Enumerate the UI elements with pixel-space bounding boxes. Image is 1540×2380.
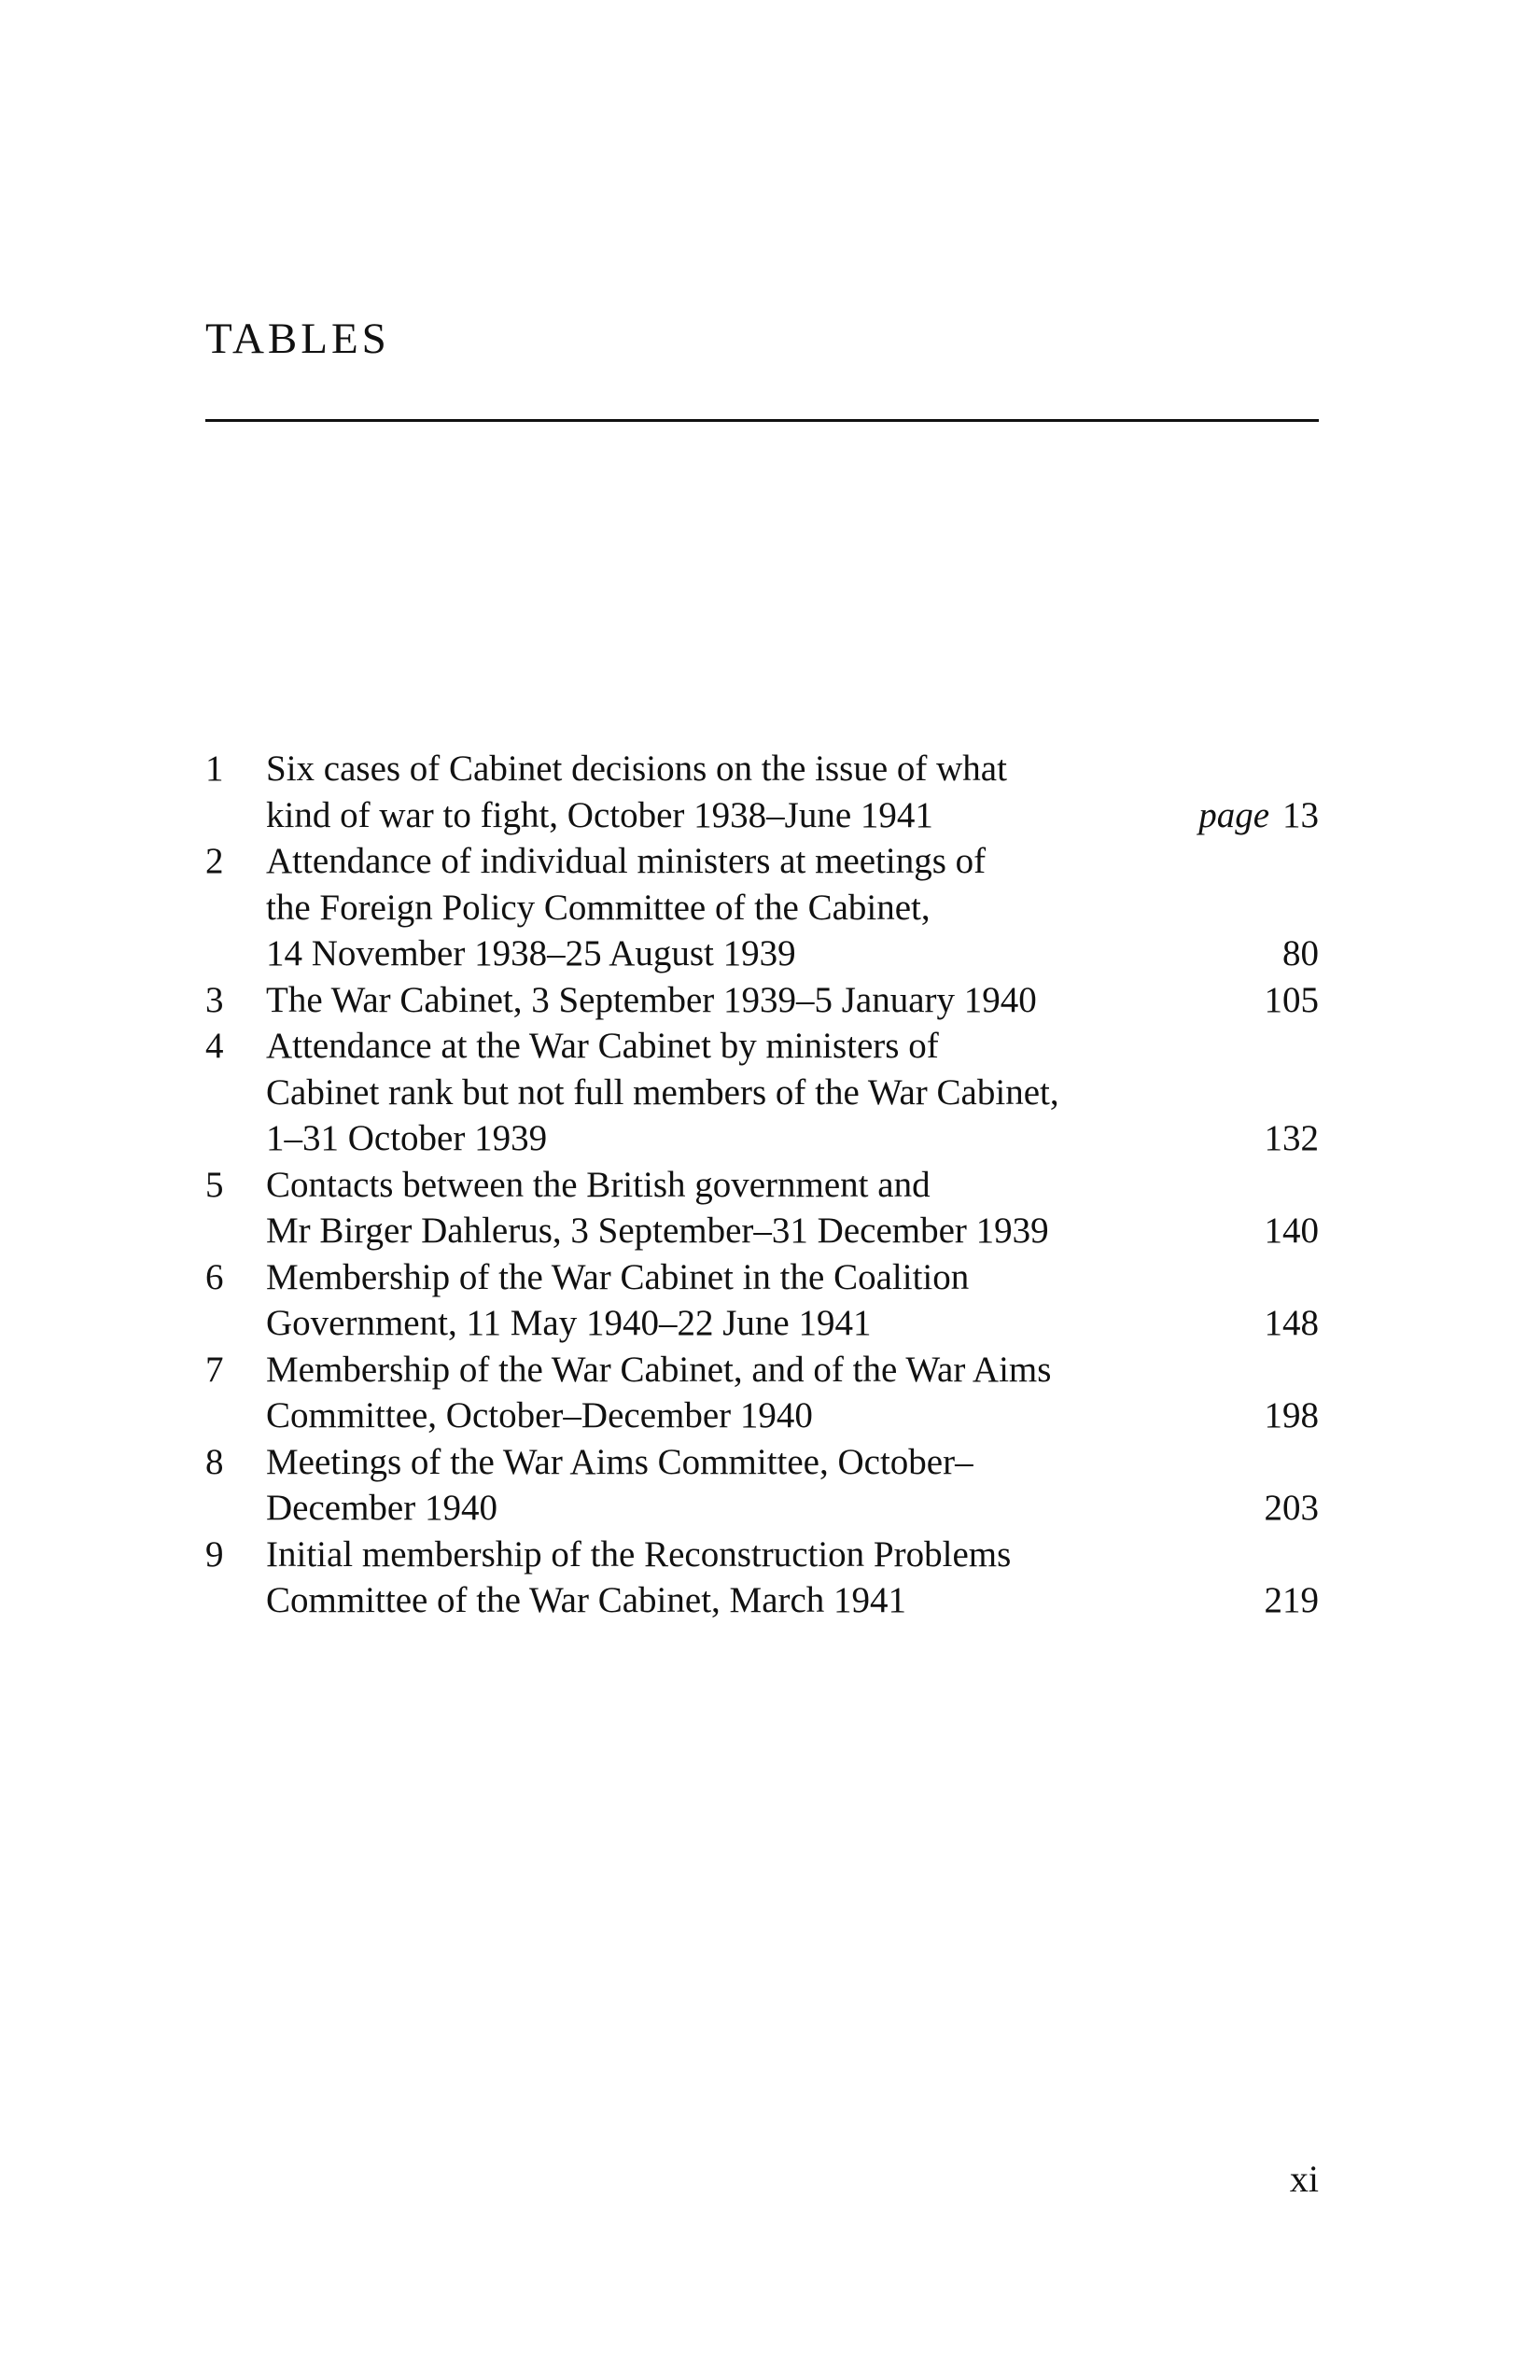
table-number: 4 — [205, 1026, 224, 1066]
table-title — [266, 1439, 1246, 1532]
table-title-line: the Foreign Policy Committee of the Cabinet, — [266, 887, 931, 928]
table-title — [266, 746, 1180, 838]
table-title-line: Membership of the War Cabinet in the Coalition — [266, 1256, 970, 1297]
table-title — [266, 1162, 1246, 1254]
table-title-line: Committee of the War Cabinet, March 1941 — [266, 1580, 907, 1620]
table-page-number: 105 — [1264, 979, 1319, 1020]
table-number: 6 — [205, 1256, 224, 1297]
table-number: 5 — [205, 1164, 224, 1205]
table-number: 3 — [205, 979, 224, 1020]
heading-rule — [205, 419, 1319, 422]
table-number: 8 — [205, 1441, 224, 1482]
table-page-number: 132 — [1264, 1118, 1319, 1158]
table-number: 2 — [205, 841, 224, 881]
table-number: 9 — [205, 1533, 224, 1575]
table-title-line: 14 November 1938–25 August 1939 — [266, 933, 796, 973]
table-title-line: Membership of the War Cabinet, and of the War Aims — [266, 1349, 1052, 1390]
table-page-number: 140 — [1264, 1211, 1319, 1251]
table-title — [266, 1347, 1246, 1439]
table-title-line: Committee, October–December 1940 — [266, 1395, 813, 1435]
table-page-ref — [1180, 792, 1319, 839]
table-page-number: 203 — [1264, 1488, 1319, 1528]
table-title-line: Cabinet rank but not full members of the War Cabinet, — [266, 1071, 1059, 1113]
table-title-line: kind of war to fight, October 1938–June 1941 — [266, 794, 933, 835]
table-page-number: 198 — [1264, 1395, 1319, 1435]
table-entry — [205, 1532, 1319, 1624]
table-title — [266, 1254, 1246, 1347]
table-entry — [205, 1439, 1319, 1532]
table-number: 7 — [205, 1349, 224, 1390]
table-title-line: Attendance at the War Cabinet by ministers of — [266, 1026, 939, 1066]
table-title — [266, 1023, 1246, 1162]
table-entry — [205, 1023, 1319, 1162]
table-entry — [205, 977, 1319, 1024]
table-entry — [205, 1254, 1319, 1347]
table-entry — [205, 746, 1319, 838]
table-list — [205, 746, 1319, 1624]
table-entry — [205, 838, 1319, 977]
table-title — [266, 1532, 1246, 1624]
table-title-line: Meetings of the War Aims Committee, October– — [266, 1441, 973, 1482]
table-entry — [205, 1162, 1319, 1254]
table-page-number: 148 — [1264, 1303, 1319, 1343]
table-page-number: 13 — [1282, 794, 1319, 835]
page-label: page — [1198, 794, 1269, 835]
table-title-line: 1–31 October 1939 — [266, 1118, 548, 1158]
table-page-number: 80 — [1282, 933, 1319, 973]
table-title-line: The War Cabinet, 3 September 1939–5 January 1940 — [266, 979, 1037, 1020]
table-title-line: Initial membership of the Reconstruction Problems — [266, 1533, 1012, 1575]
table-title-line: Mr Birger Dahlerus, 3 September–31 December 1939 — [266, 1211, 1049, 1251]
table-title-line: December 1940 — [266, 1488, 497, 1528]
table-entry — [205, 1347, 1319, 1439]
table-title — [266, 977, 1246, 1024]
table-title-line: Six cases of Cabinet decisions on the issue of what — [266, 749, 1007, 789]
table-title-line: Contacts between the British government and — [266, 1164, 931, 1205]
page-title: TABLES — [205, 315, 390, 363]
table-number: 1 — [205, 749, 224, 789]
table-page-number: 219 — [1264, 1580, 1319, 1620]
page-folio: xi — [1289, 2158, 1319, 2200]
table-title-line: Attendance of individual ministers at meetings of — [266, 841, 987, 881]
table-title-line: Government, 11 May 1940–22 June 1941 — [266, 1303, 872, 1343]
table-title — [266, 838, 1264, 977]
